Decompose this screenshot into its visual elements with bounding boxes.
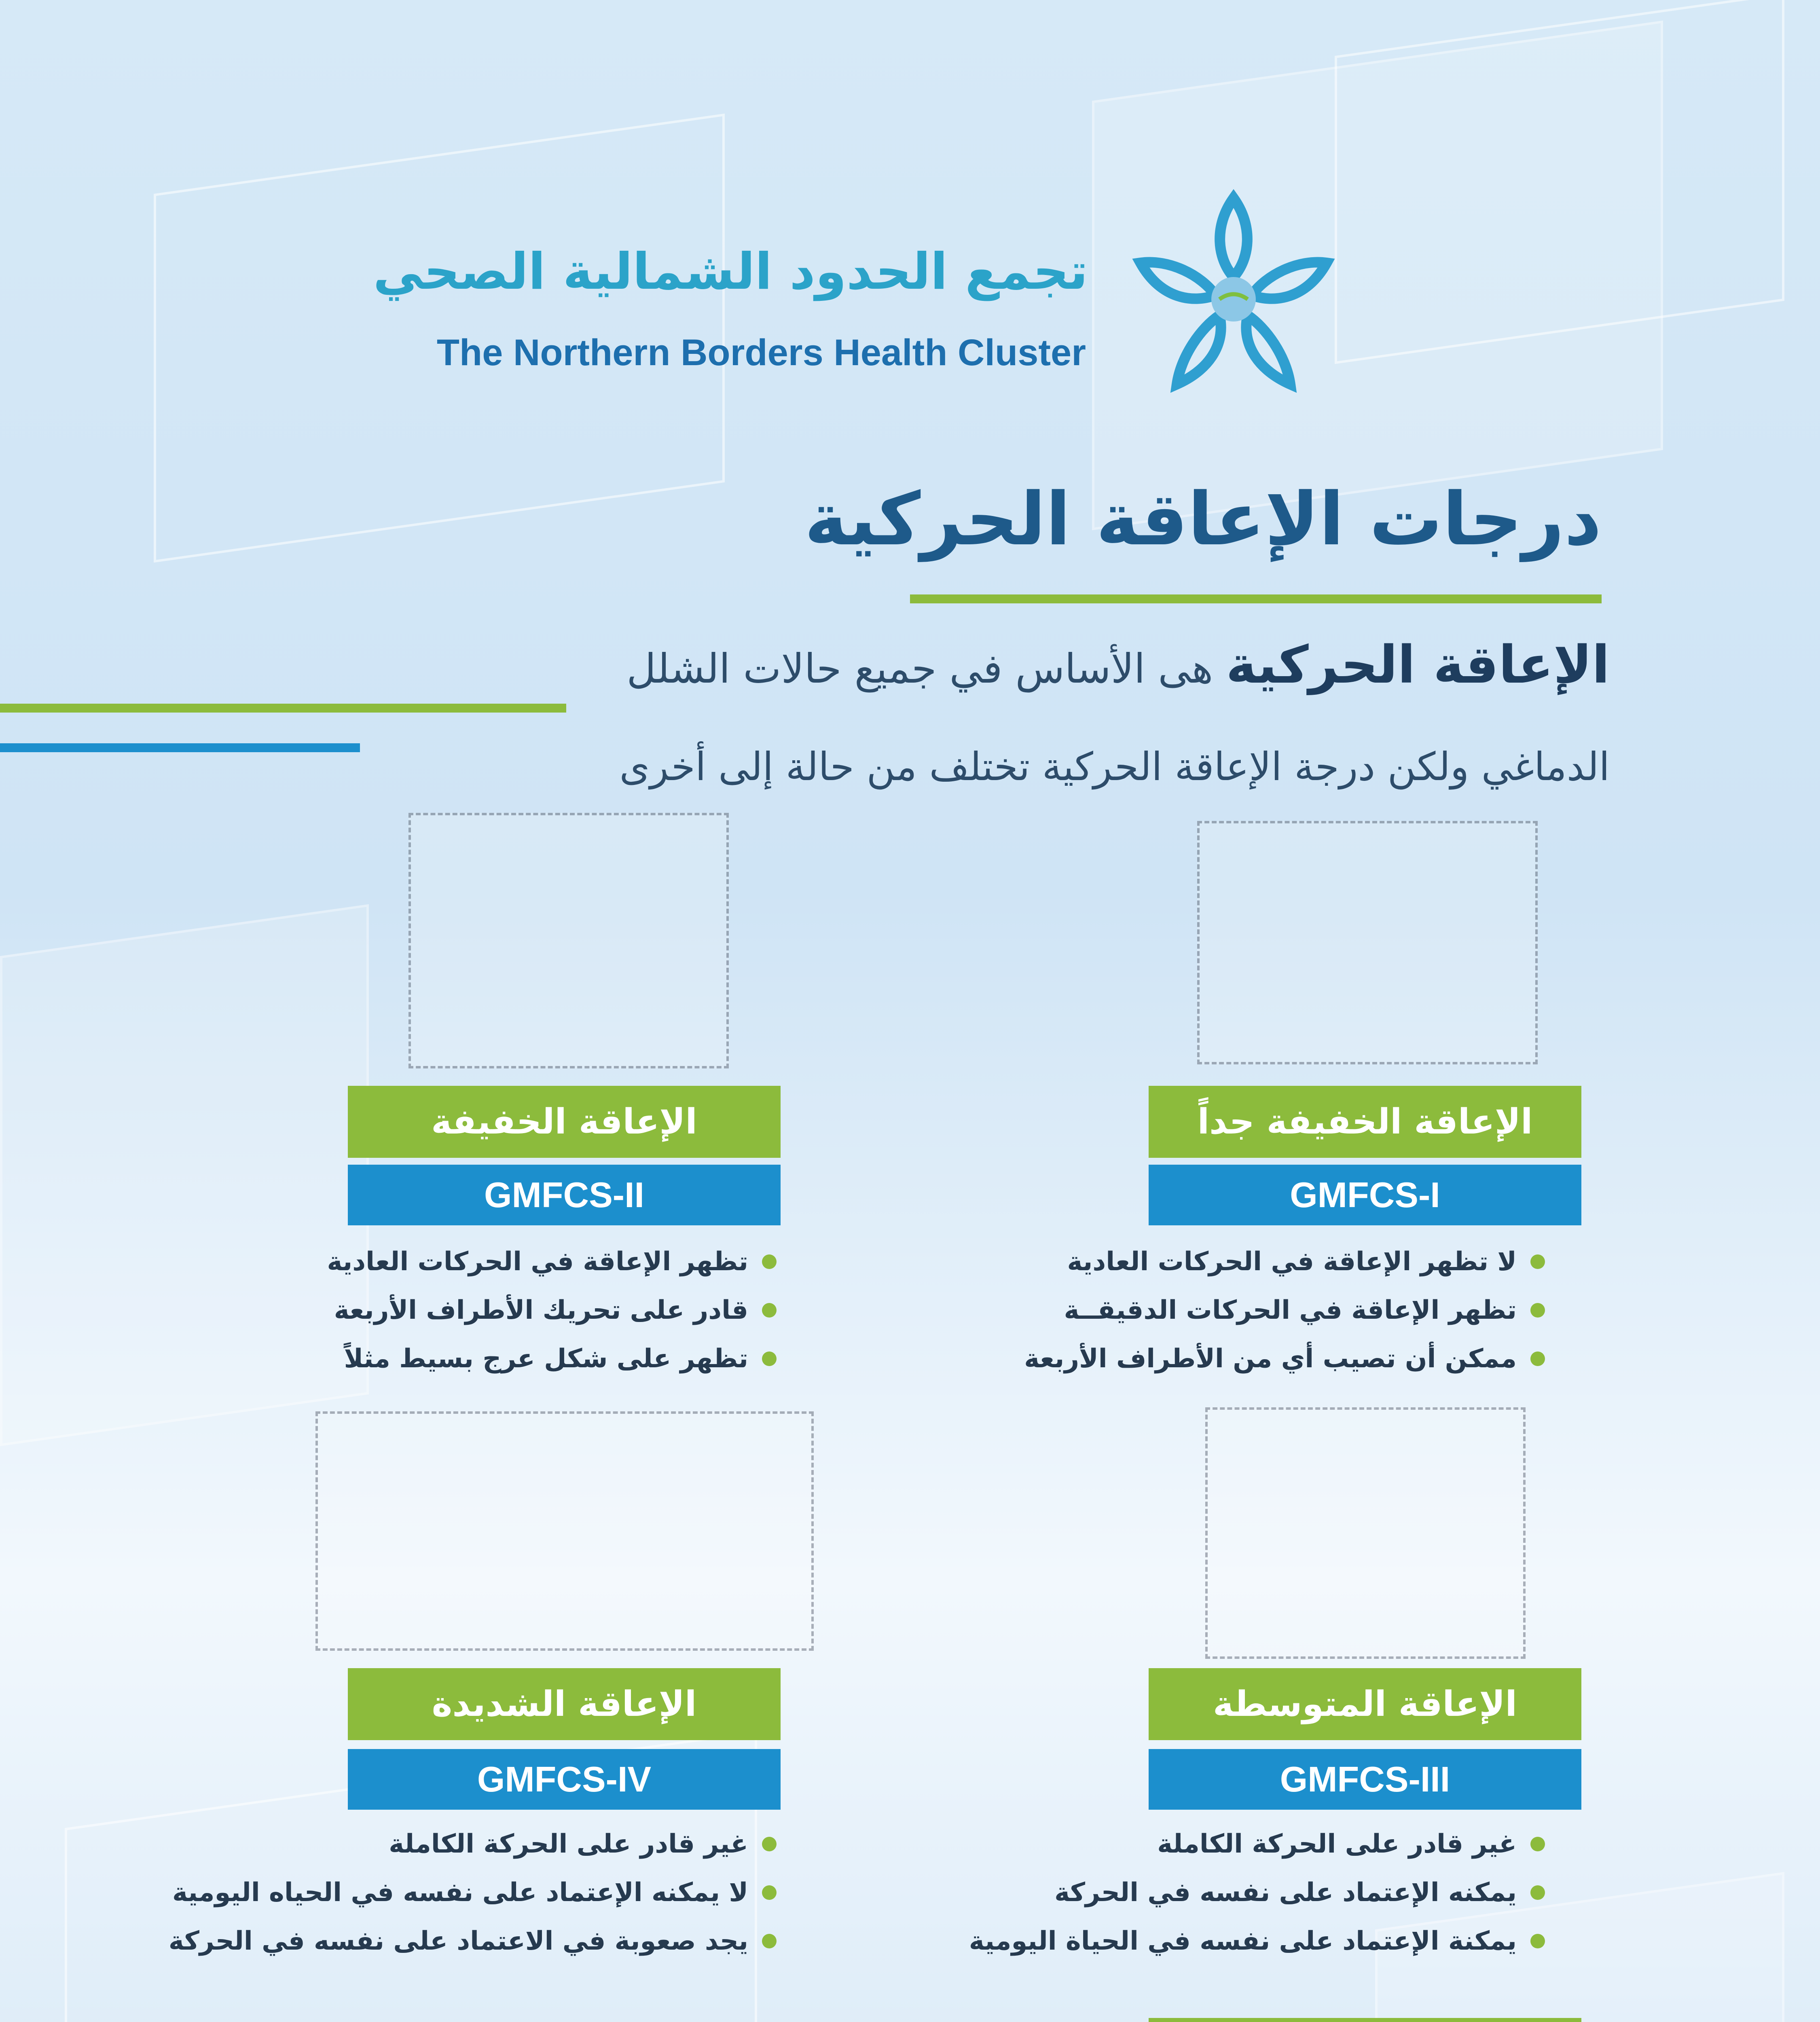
illustration-level-4: [315, 1411, 814, 1651]
point-text: يمكنة الإعتماد على نفسه في الحياة اليومية: [969, 1926, 1517, 1956]
bullet-dot: [762, 1303, 777, 1318]
level-2-name: الإعاقة الخفيفة: [348, 1086, 781, 1158]
point-text: يمكنه الإعتماد على نفسه في الحركة: [1054, 1878, 1517, 1908]
level-3-points: [969, 1820, 1549, 1965]
level-3-name: الإعاقة المتوسطة: [1149, 1668, 1581, 1740]
accent-bar-green: [0, 704, 566, 713]
level-4-code: GMFCS-IV: [348, 1749, 781, 1810]
intro-bold: الإعاقة الحركية: [1226, 635, 1610, 695]
point-text: لا يمكنه الإعتماد على نفسه في الحياه اليومية: [172, 1878, 748, 1908]
bullet-dot: [1530, 1352, 1545, 1366]
level-2-code: GMFCS-II: [348, 1165, 781, 1225]
intro-line-2: الدماغي ولكن درجة الإعاقة الحركية تختلف من حالة إلى أخرى: [619, 744, 1610, 789]
bullet-dot: [1530, 1303, 1545, 1318]
list-item: [969, 1820, 1549, 1868]
list-item: [969, 1868, 1549, 1917]
logo-emblem: [1116, 182, 1351, 400]
list-item: [169, 1868, 781, 1917]
intro-rest: هى الأساس في جميع حالات الشلل: [626, 645, 1213, 692]
bullet-dot: [762, 1352, 777, 1366]
list-item: [327, 1286, 781, 1335]
background-panel: [1335, 0, 1784, 364]
list-item: [969, 1917, 1549, 1965]
title-underline: [910, 594, 1602, 603]
level-1-code: GMFCS-I: [1149, 1165, 1581, 1225]
point-text: تظهر الإعاقة في الحركات العادية: [327, 1247, 748, 1277]
point-text: غير قادر على الحركة الكاملة: [1157, 1829, 1517, 1859]
list-item: [327, 1237, 781, 1286]
intro-line-1: [626, 635, 1610, 695]
level-4-name: الإعاقة الشديدة: [348, 1668, 781, 1740]
org-name-arabic: تجمع الحدود الشمالية الصحي: [373, 243, 1088, 301]
point-text: غير قادر على الحركة الكاملة: [389, 1829, 748, 1859]
illustration-level-2: [408, 813, 729, 1068]
bullet-dot: [1530, 1837, 1545, 1851]
list-item: [327, 1335, 781, 1383]
bullet-dot: [762, 1885, 777, 1900]
bullet-dot: [762, 1254, 777, 1269]
accent-bar-blue: [0, 743, 360, 752]
level-3-code: GMFCS-III: [1149, 1749, 1581, 1810]
level-4-points: [169, 1820, 781, 1965]
bullet-dot: [1530, 1934, 1545, 1948]
level-1-points: [1024, 1237, 1549, 1383]
list-item: [169, 1820, 781, 1868]
point-text: تظهر على شكل عرج بسيط مثلاً: [344, 1344, 748, 1374]
bullet-dot: [1530, 1254, 1545, 1269]
list-item: [1024, 1335, 1549, 1383]
point-text: يجد صعوبة في الاعتماد على نفسه في الحركة: [168, 1926, 748, 1956]
org-name-english: The Northern Borders Health Cluster: [436, 332, 1086, 373]
bullet-dot: [1530, 1885, 1545, 1900]
list-item: [1024, 1286, 1549, 1335]
illustration-level-3: [1205, 1407, 1526, 1659]
list-item: [1024, 1237, 1549, 1286]
level-1-name: الإعاقة الخفيفة جداً: [1149, 1086, 1581, 1158]
bullet-dot: [762, 1934, 777, 1948]
point-text: ممكن أن تصيب أي من الأطراف الأربعة: [1024, 1344, 1517, 1374]
background-panel: [0, 904, 369, 1446]
point-text: لا تظهر الإعاقة في الحركات العادية: [1067, 1247, 1517, 1277]
bullet-dot: [762, 1837, 777, 1851]
level-2-points: [327, 1237, 781, 1383]
level-5-name: [1149, 2018, 1581, 2022]
point-text: تظهر الإعاقة في الحركات الدقيقــة: [1064, 1295, 1517, 1325]
point-text: قادر على تحريك الأطراف الأربعة: [334, 1295, 748, 1325]
page-title: درجات الإعاقة الحركية: [804, 477, 1602, 562]
illustration-level-1: [1197, 821, 1538, 1064]
star-flower-logo-icon: [1116, 182, 1351, 400]
list-item: [169, 1917, 781, 1965]
